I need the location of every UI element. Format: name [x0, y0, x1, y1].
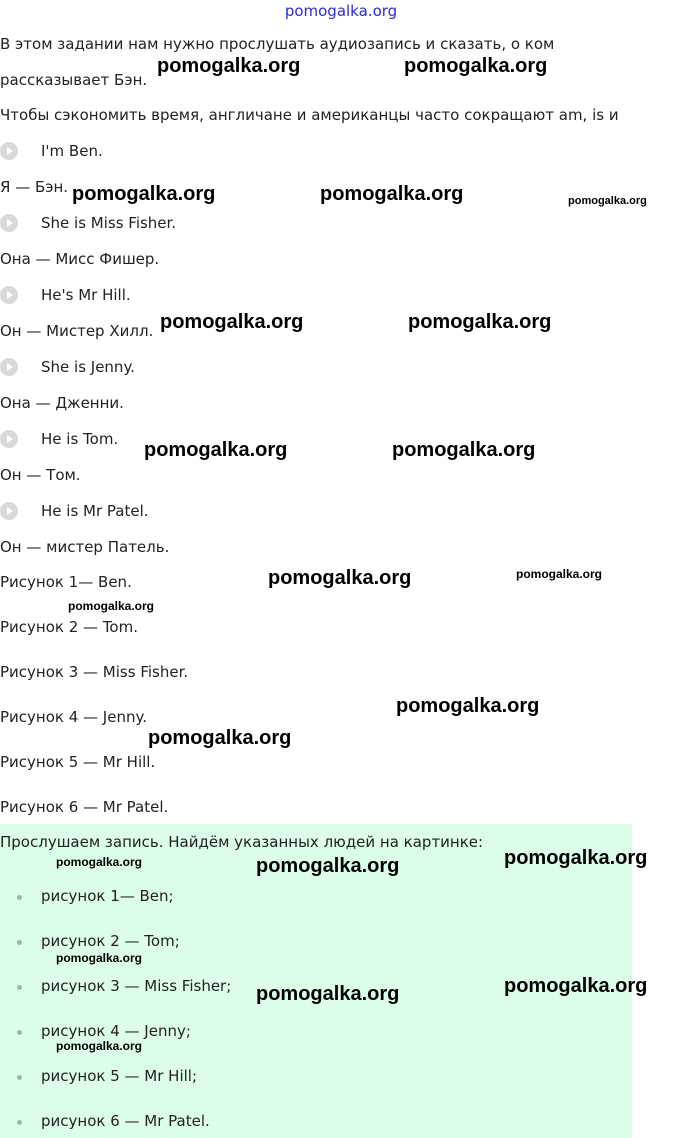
- play-audio-icon[interactable]: [0, 142, 18, 160]
- phrase-ru-3: Он — Мистер Хилл.: [0, 322, 154, 340]
- watermark: pomogalka.org: [72, 183, 216, 205]
- watermark: pomogalka.org: [148, 727, 292, 749]
- phrase-en-5: He is Tom.: [41, 430, 119, 448]
- watermark: pomogalka.org: [408, 311, 552, 333]
- answer-item-1: рисунок 1— Ben;: [41, 887, 174, 905]
- watermark: pomogalka.org: [392, 439, 536, 461]
- bullet-icon: [17, 940, 22, 945]
- bullet-icon: [17, 1075, 22, 1080]
- watermark: pomogalka.org: [516, 567, 603, 581]
- answer-item-6: рисунок 6 — Mr Patel.: [41, 1112, 210, 1130]
- phrase-en-1: I'm Ben.: [41, 142, 103, 160]
- picture-line-6: Рисунок 6 — Mr Patel.: [0, 798, 169, 816]
- phrase-ru-4: Она — Дженни.: [0, 394, 124, 412]
- bullet-icon: [17, 1120, 22, 1125]
- phrase-en-3: He's Mr Hill.: [41, 286, 131, 304]
- picture-line-5: Рисунок 5 — Mr Hill.: [0, 753, 156, 771]
- answer-title: Прослушаем запись. Найдём указанных людей на картинке:: [0, 833, 484, 851]
- watermark: pomogalka.org: [320, 183, 464, 205]
- intro-line-1: В этом задании нам нужно прослушать аудиозапись и сказать, о ком: [0, 35, 555, 53]
- picture-line-3: Рисунок 3 — Miss Fisher.: [0, 663, 189, 681]
- site-name[interactable]: pomogalka.org: [284, 2, 398, 20]
- watermark: pomogalka.org: [256, 855, 400, 877]
- phrase-ru-6: Он — мистер Патель.: [0, 538, 170, 556]
- watermark: pomogalka.org: [268, 567, 412, 589]
- answer-item-2: рисунок 2 — Tom;: [41, 932, 180, 950]
- watermark: pomogalka.org: [56, 1039, 143, 1053]
- play-audio-icon[interactable]: [0, 502, 18, 520]
- watermark: pomogalka.org: [56, 855, 143, 869]
- watermark: pomogalka.org: [404, 55, 548, 77]
- bullet-icon: [17, 1030, 22, 1035]
- watermark: pomogalka.org: [160, 311, 304, 333]
- watermark: pomogalka.org: [568, 195, 647, 207]
- watermark: pomogalka.org: [396, 695, 540, 717]
- answer-item-3: рисунок 3 — Miss Fisher;: [41, 977, 232, 995]
- picture-line-1: Рисунок 1— Ben.: [0, 573, 132, 591]
- watermark: pomogalka.org: [144, 439, 288, 461]
- phrase-en-2: She is Miss Fisher.: [41, 214, 177, 232]
- play-audio-icon[interactable]: [0, 286, 18, 304]
- answer-item-5: рисунок 5 — Mr Hill;: [41, 1067, 197, 1085]
- watermark: pomogalka.org: [504, 975, 648, 997]
- phrase-en-4: She is Jenny.: [41, 358, 135, 376]
- picture-line-2: Рисунок 2 — Tom.: [0, 618, 138, 636]
- phrase-ru-1: Я — Бэн.: [0, 178, 69, 196]
- phrase-en-6: He is Mr Patel.: [41, 502, 149, 520]
- phrase-ru-5: Он — Том.: [0, 466, 81, 484]
- intro-line-3: Чтобы сэкономить время, англичане и американцы часто сокращают am, is и: [0, 106, 619, 124]
- answer-item-4: рисунок 4 — Jenny;: [41, 1022, 191, 1040]
- picture-line-4: Рисунок 4 — Jenny.: [0, 708, 147, 726]
- watermark: pomogalka.org: [56, 951, 143, 965]
- watermark: pomogalka.org: [157, 55, 301, 77]
- play-audio-icon[interactable]: [0, 214, 18, 232]
- watermark: pomogalka.org: [68, 599, 155, 613]
- play-audio-icon[interactable]: [0, 430, 18, 448]
- watermark: pomogalka.org: [256, 983, 400, 1005]
- site-header[interactable]: [0, 2, 680, 20]
- bullet-icon: [17, 895, 22, 900]
- bullet-icon: [17, 985, 22, 990]
- watermark: pomogalka.org: [504, 847, 648, 869]
- phrase-ru-2: Она — Мисс Фишер.: [0, 250, 160, 268]
- play-audio-icon[interactable]: [0, 358, 18, 376]
- intro-line-2: рассказывает Бэн.: [0, 71, 148, 89]
